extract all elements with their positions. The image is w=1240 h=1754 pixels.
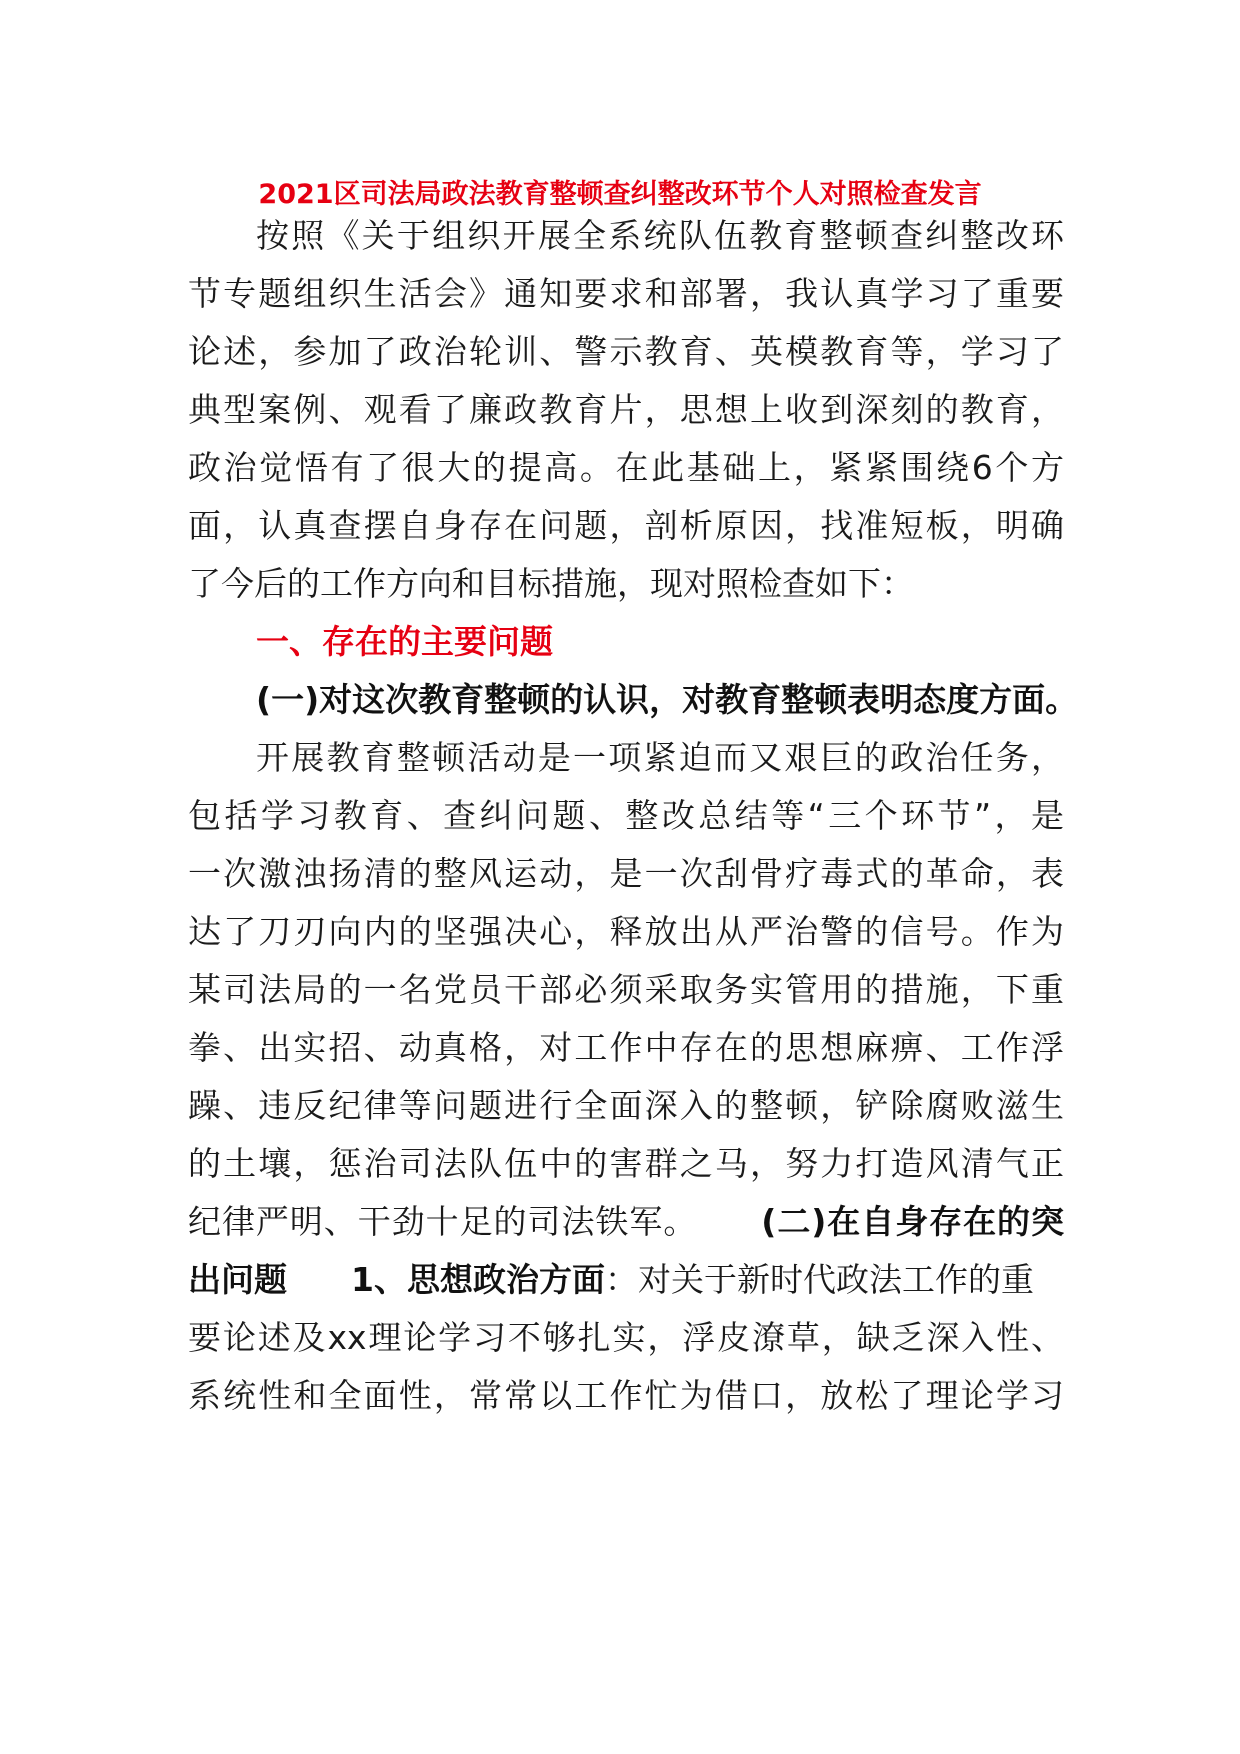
item-heading-inline: 1、思想政治方面: [351, 1260, 605, 1299]
paragraph-line: 包括学习教育、查纠问题、整改总结等“三个环节”，是: [188, 796, 1064, 835]
paragraph-line-mixed: [188, 1190, 1064, 1254]
paragraph-line: 系统性和全面性，常常以工作忙为借口，放松了理论学习: [188, 1376, 1064, 1415]
paragraph-line: 某司法局的一名党员干部必须采取务实管用的措施，下重: [188, 970, 1064, 1009]
paragraph-line: 一次激浊扬清的整风运动，是一次刮骨疗毒式的革命，表: [188, 854, 1064, 893]
paragraph-line: 躁、违反纪律等问题进行全面深入的整顿，铲除腐败滋生: [188, 1086, 1064, 1125]
section-heading: 一、存在的主要问题: [256, 622, 553, 661]
paragraph-line: 达了刀刃向内的坚强决心，释放出从严治警的信号。作为: [188, 912, 1064, 951]
paragraph-line: 政治觉悟有了很大的提高。在此基础上，紧紧围绕6个方: [188, 448, 1064, 487]
subsection-heading-inline: (二)在自身存在的突: [761, 1202, 1065, 1241]
paragraph-line: 典型案例、观看了廉政教育片，思想上收到深刻的教育，: [188, 390, 1064, 429]
paragraph-line: 要论述及xx理论学习不够扎实，浮皮潦草，缺乏深入性、: [188, 1318, 1064, 1357]
paragraph-line: 拳、出实招、动真格，对工作中存在的思想麻痹、工作浮: [188, 1028, 1064, 1067]
paragraph-line: 论述，参加了政治轮训、警示教育、英模教育等，学习了: [188, 332, 1064, 371]
paragraph-line: 节专题组织生活会》通知要求和部署，我认真学习了重要: [188, 274, 1064, 313]
paragraph-line: 了今后的工作方向和目标措施，现对照检查如下：: [188, 564, 914, 603]
paragraph-text: ：对关于新时代政法工作的重: [604, 1260, 1034, 1299]
paragraph-line: 的土壤，惩治司法队伍中的害群之马，努力打造风清气正: [188, 1144, 1064, 1183]
paragraph-line: 按照《关于组织开展全系统队伍教育整顿查纠整改环: [256, 216, 1064, 255]
subsection-heading-inline: 出问题: [188, 1260, 287, 1299]
paragraph-line-mixed: [188, 1248, 1064, 1312]
paragraph-line: 面，认真查摆自身存在问题，剖析原因，找准短板，明确: [188, 506, 1064, 545]
paragraph-text: 纪律严明、干劲十足的司法铁军。: [188, 1202, 698, 1241]
document-title: 2021区司法局政法教育整顿查纠整改环节个人对照检查发言: [258, 179, 982, 210]
paragraph-line: 开展教育整顿活动是一项紧迫而又艰巨的政治任务，: [256, 738, 1064, 777]
subsection-heading: (一)对这次教育整顿的认识，对教育整顿表明态度方面。: [256, 680, 1079, 719]
